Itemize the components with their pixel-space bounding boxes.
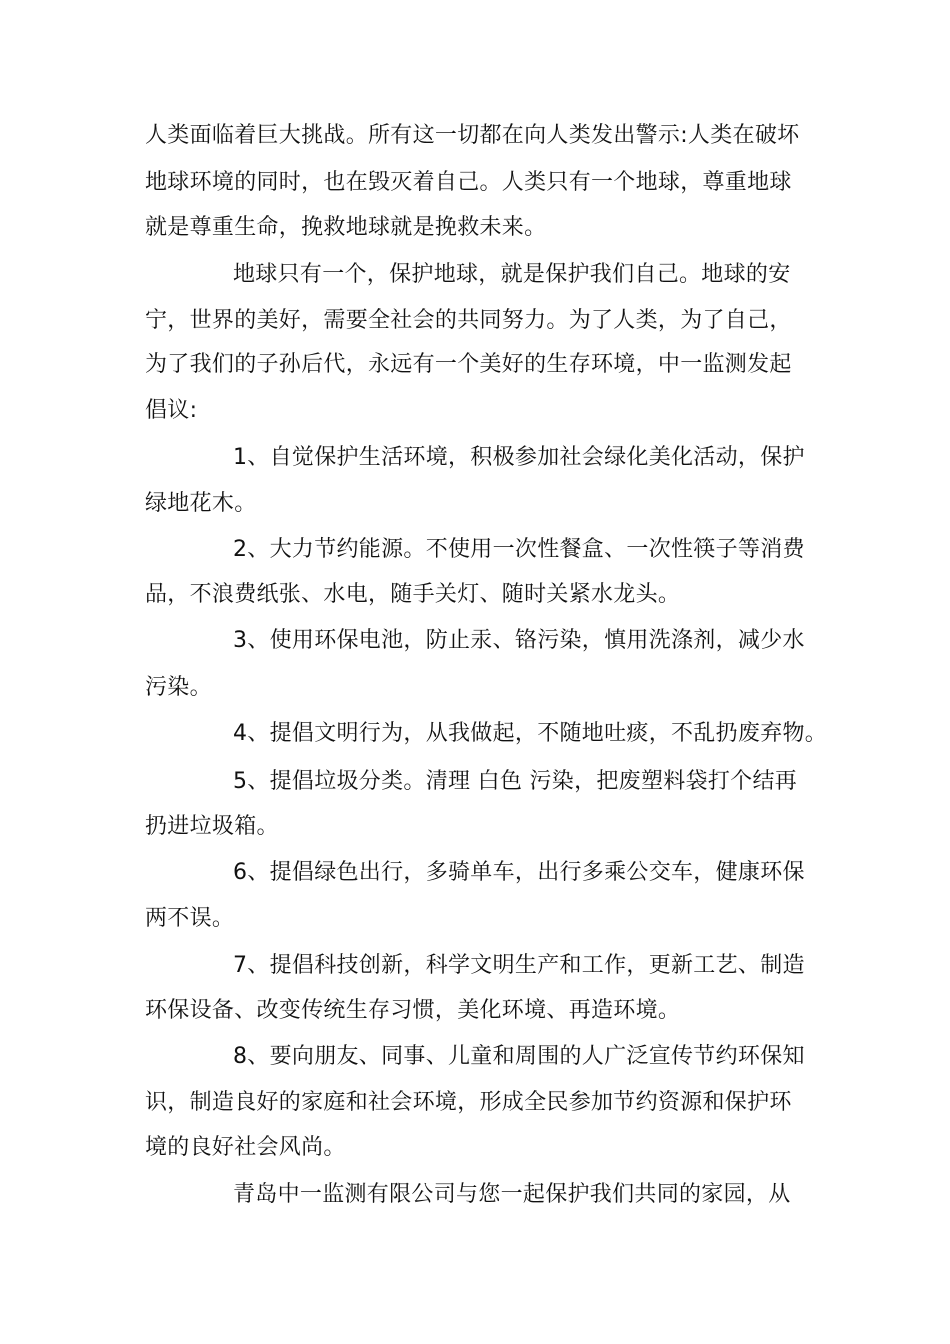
list-item-line: 环保设备、改变传统生存习惯，美化环境、再造环境。	[145, 998, 681, 1023]
list-item-line: 两不误。	[145, 906, 235, 931]
list-item-line: 8、要向朋友、同事、儿童和周围的人广泛宣传节约环保知	[233, 1044, 805, 1069]
text-line: 青岛中一监测有限公司与您一起保护我们共同的家园，从	[233, 1182, 791, 1207]
list-item-line: 6、提倡绿色出行，多骑单车，出行多乘公交车，健康环保	[233, 860, 805, 885]
text-line: 地球环境的同时，也在毁灭着自己。人类只有一个地球，尊重地球	[145, 170, 792, 195]
text-line: 人类面临着巨大挑战。所有这一切都在向人类发出警示:人类在破坏	[145, 123, 800, 148]
list-item-line: 7、提倡科技创新，科学文明生产和工作，更新工艺、制造	[233, 953, 805, 978]
list-item-line: 3、使用环保电池，防止汞、铬污染，慎用洗涤剂，减少水	[233, 628, 805, 653]
list-item-line: 5、提倡垃圾分类。清理 白色 污染，把废塑料袋打个结再	[233, 769, 798, 794]
list-item-line: 绿地花木。	[145, 491, 257, 516]
list-item-line: 污染。	[145, 675, 212, 700]
text-line: 宁，世界的美好，需要全社会的共同努力。为了人类，为了自己，	[145, 308, 792, 333]
list-item-line: 2、大力节约能源。不使用一次性餐盒、一次性筷子等消费	[233, 537, 805, 562]
list-item-line: 1、自觉保护生活环境，积极参加社会绿化美化活动，保护	[233, 445, 805, 470]
text-line: 就是尊重生命，挽救地球就是挽救未来。	[145, 215, 547, 240]
text-line: 为了我们的子孙后代，永远有一个美好的生存环境，中一监测发起	[145, 352, 792, 377]
list-item-line: 4、提倡文明行为，从我做起，不随地吐痰，不乱扔废弃物。	[233, 721, 828, 746]
text-line: 倡议:	[145, 398, 198, 423]
list-item-line: 境的良好社会风尚。	[145, 1135, 346, 1160]
text-line: 地球只有一个，保护地球，就是保护我们自己。地球的安	[233, 262, 791, 287]
list-item-line: 识，制造良好的家庭和社会环境，形成全民参加节约资源和保护环	[145, 1090, 792, 1115]
list-item-line: 品，不浪费纸张、水电，随手关灯、随时关紧水龙头。	[145, 582, 681, 607]
list-item-line: 扔进垃圾箱。	[145, 814, 279, 839]
